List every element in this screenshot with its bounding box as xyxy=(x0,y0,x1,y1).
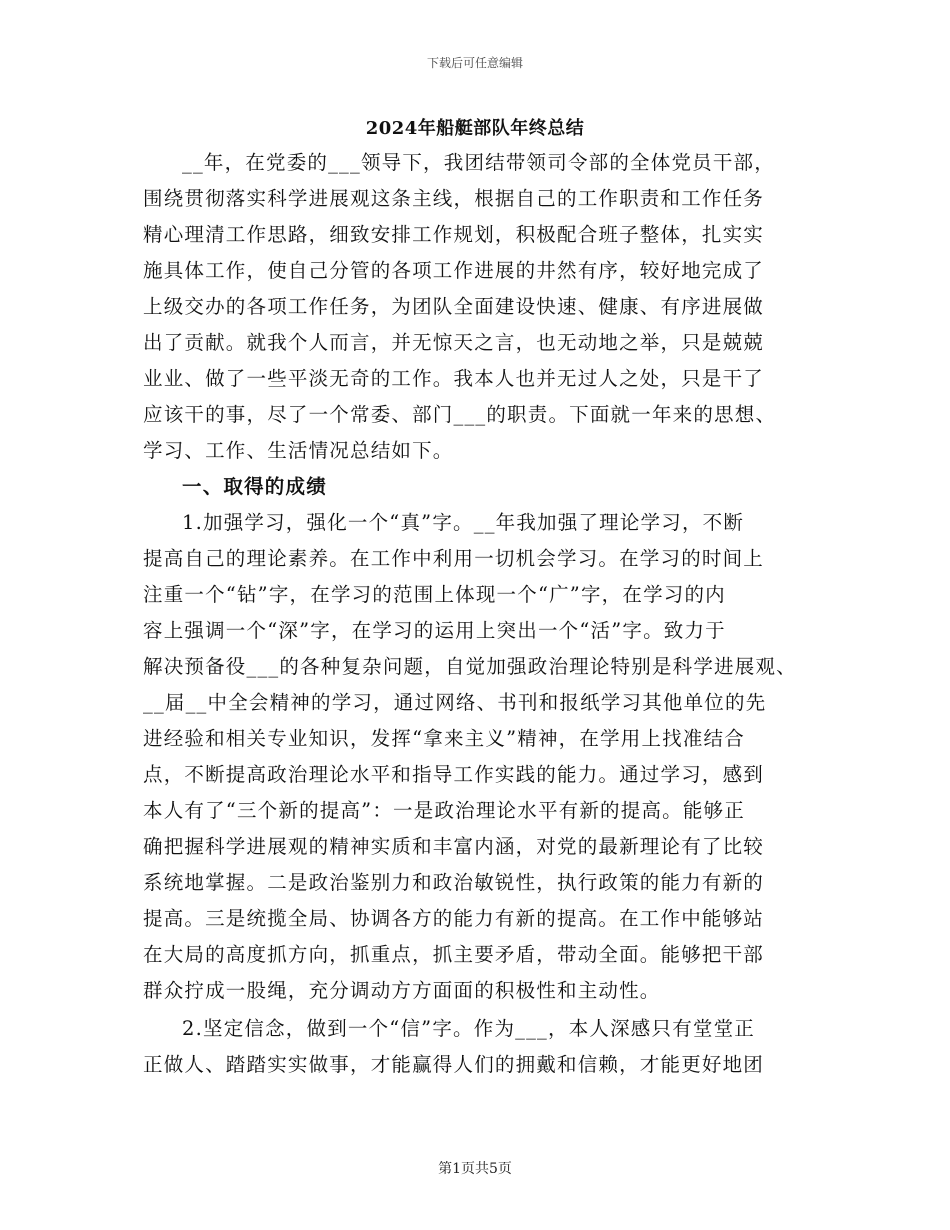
paragraph-line: 注重一个“钻”字，在学习的范围上体现一个“广”字，在学习的内 xyxy=(143,583,726,606)
page-header-note: 下载后可任意编辑 xyxy=(426,56,523,70)
paragraph-line: 上级交办的各项工作任务，为团队全面建设快速、健康、有序进展做 xyxy=(143,295,765,318)
paragraph-line: 精心理清工作思路，细致安排工作规划，积极配合班子整体，扎实实 xyxy=(143,223,765,246)
paragraph-line: 出了贡献。就我个人而言，并无惊天之言，也无动地之举，只是兢兢 xyxy=(143,331,765,354)
paragraph-line: 应该干的事，尽了一个常委、部门___的职责。下面就一年来的思想、 xyxy=(143,403,777,426)
paragraph-line: 业业、做了一些平淡无奇的工作。我本人也并无过人之处，只是干了 xyxy=(143,367,765,390)
paragraph-line: 正做人、踏踏实实做事，才能赢得人们的拥戴和信赖，才能更好地团 xyxy=(143,1053,765,1076)
paragraph-line: 学习、工作、生活情况总结如下。 xyxy=(143,439,454,462)
paragraph-line: __届__中全会精神的学习，通过网络、书刊和报纸学习其他单位的先 xyxy=(143,691,767,714)
paragraph-line: 提高自己的理论素养。在工作中利用一切机会学习。在学习的时间上 xyxy=(143,547,765,570)
paragraph-line: __年，在党委的___领导下，我团结带领司令部的全体党员干部， xyxy=(182,151,775,174)
page-number: 第1页共5页 xyxy=(438,1161,512,1177)
document-title: 2024年船艇部队年终总结 xyxy=(365,118,585,139)
paragraph-line: 提高。三是统揽全局、协调各方的能力有新的提高。在工作中能够站 xyxy=(143,907,765,930)
paragraph-line: 施具体工作，使自己分管的各项工作进展的井然有序，较好地完成了 xyxy=(143,259,765,282)
paragraph-line: 在大局的高度抓方向，抓重点，抓主要矛盾，带动全面。能够把干部 xyxy=(143,943,765,966)
paragraph-line: 围绕贯彻落实科学进展观这条主线，根据自己的工作职责和工作任务 xyxy=(143,187,765,210)
paragraph-line: 1.加强学习，强化一个“真”字。__年我加强了理论学习，不断 xyxy=(182,511,745,534)
paragraph-line: 确把握科学进展观的精神实质和丰富内涵，对党的最新理论有了比较 xyxy=(143,835,765,858)
paragraph-line: 本人有了“三个新的提高”：一是政治理论水平有新的提高。能够正 xyxy=(143,799,745,822)
paragraph-line: 系统地掌握。二是政治鉴别力和政治敏锐性，执行政策的能力有新的 xyxy=(143,871,765,894)
paragraph-line: 群众拧成一股绳，充分调动方方面面的积极性和主动性。 xyxy=(143,979,661,1002)
paragraph-line: 进经验和相关专业知识，发挥“拿来主义”精神，在学用上找准结合 xyxy=(143,727,745,750)
paragraph-line: 容上强调一个“深”字，在学习的运用上突出一个“活”字。致力于 xyxy=(143,619,726,642)
paragraph-line: 2.坚定信念，做到一个“信”字。作为___，本人深感只有堂堂正 xyxy=(182,1017,755,1040)
paragraph-line: 点，不断提高政治理论水平和指导工作实践的能力。通过学习，感到 xyxy=(143,763,765,786)
section-heading: 一、取得的成绩 xyxy=(182,475,327,498)
paragraph-line: 解决预备役___的各种复杂问题，自觉加强政治理论特别是科学进展观、 xyxy=(143,655,797,678)
